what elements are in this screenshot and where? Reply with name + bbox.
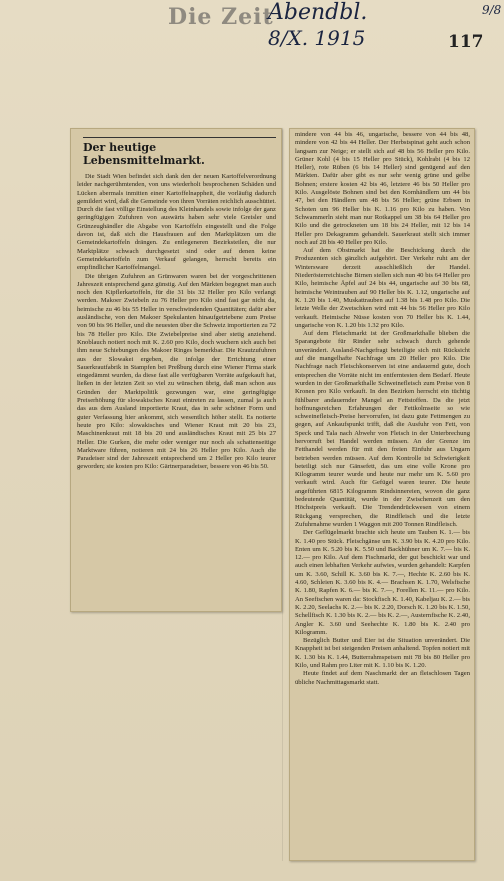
paragraph: Heute findet auf dem Naschmarkt der an fleischlosen Tagen übliche Nachmittagsmarkt statt. [295, 670, 470, 686]
column-gap [282, 128, 283, 861]
paragraph: Die übrigen Zufuhren an Grünwaren waren bei der vorgeschrittenen Jahreszeit entsprechend ganz günstig. Auf den Märkten begegnet man auch noch den Kipflerkartoffeln, für die 31 bis 32 Heller pro Kilo verlangt werden. Makoer Zwiebeln zu 76 Heller pro Kilo sind fast gar nicht da, heimische zu 46 bis 55 Heller in verschwindenden Quantitäten; dafür aber ausländische, von den Makoer Spekulanten hinaufgetriebene zum Preise von 90 bis 96 Heller, und die neuesten über die Schweiz importierten zu 72 bis 78 Heller pro Kilo. Die Zwiebelpreise sind aber stetig anziehend. Knoblauch notiert noch mit K. 2.60 pro Kilo, doch wuchern sich auch bei ihm neue Schiebungen des Makoer Ringes bemerkbar. Die Krautzufuhren aus der Slowakei ergeben, die infolge der Errichtung einer Sauerkrautfabrik in Stampfen bei Preßburg durch eine Wiener Firma stark eingedämmt wurden, da diese fast alle verfügbaren Vorräte aufgekauft hat, ließen in der letzten Zeit so viel zu wünschen übrig, daß man schon aus Gründen der Marktpolitik gezwungen war, eine geringfügige Preiserhöhung für slowakisches Kraut eintreten zu lassen, zumal ja auch das aus dem Ausland importierte Kraut, das in sehr schöner Form und guter Verfassung hier ankommt, sich wesentlich höher stellt. Es notierte heute pro Kilo: slowakisches und Wiener Kraut mit 20 bis 23, Maschinenkraut mit 18 bis 20 und ausländisches Kraut mit 25 bis 27 Heller. Die Gurken, die mehr oder weniger nur noch als schattenseitige Marktware führen, notieren mit 24 bis 26 Heller pro Kilo. Auch die Paradeiser sind der Jahreszeit entsprechend um 2 Heller pro Kilo teurer geworden; sie kosten pro Kilo: Gärtnerparadeiser, bessere von 46 bis 50. [77, 272, 276, 471]
paragraph: Auf dem Fleischmarkt ist der Großmarkthalle blieben die Sparangebote für Rinder sehr schwach durch gehende unverändert. Ausland-Nachgefragt beteiligte sich mit Rücksicht auf die mangelhafte Nachfrage um 20 Heller pro Kilo. Die Nachfrage nach Fleischkonserven ist eine andauernd gute, doch entsprechen die Vorräte nicht im entferntesten dem Bedarf. Heute wurden in der Großmarkthalle Schweinefleisch zum Preise von 8 Kronen pro Kilo verkauft. In den Bezirken herrscht ein tüchtig fühlbarer andauernder Mangel an Fettstoffen. Da die jetzt hoffnungsreichen Erfahrungen der Fettkolmseite so wie schweinefleisch-Preise hervorrufen, ist dazu gute Fettmengen zu gegen, auf Ankaufspunkt trifft, daß die Ausfuhr von Fett, von Speck und Tala nach Abwehr von Fleisch in der Unterbrechung hervorruft bei Handel werden müssen. An der Grenze im Fetthandel werden für mit den freien Einfuhr aus Ungarn betrieben werden müssen. Auf dem Kontrolle ist Schwierigkeit beteiligt sich nur Gänsefett, das um eine volle Krone pro Kilogramm teurer wurde und heute nur mehr um K. 5.60 pro verkauft wird. Auch für Gefügel waren teurer. Die heute angeführten 6815 Kilogramm Rindsinnereien, wovon die ganz bedeutende Quantität, wurde in der Zwischenzeit um den Höchstpreis verkauft. Die Trendendrückwesen von einem Rückgang versprechen, die Rindfleisch und die letzte Zufuhrnahme wurden 1 Waggon mit 200 Tonnen Rindfleisch. [295, 330, 470, 528]
paragraph: Auf dem Obstmarkt hat die Beschickung durch die Produzenten sich gänzlich aufgehört. Der Verkehr ruht am der Wintersware derzeit ausschließlich der Handel. Niederösterreichische Birnen stellen sich nun 40 bis 64 Heller pro Kilo, heimische Äpfel auf 24 bis 44, ungarische auf 30 bis 68, heimische Weintrauben auf 90 Heller bis K. 1.12, ungarische auf K. 1.20 bis 1.40, Muskattrauben auf 1.38 bis 1.48 pro Kilo. Die letzte Welle der Zwetschken wird mit 44 bis 56 Heller pro Kilo verkauft. Heimische Nüsse kosten von 70 Heller bis K. 1.44, ungarische von K. 1.20 bis 1.32 pro Kilo. [295, 247, 470, 329]
article-body-right [295, 131, 470, 687]
paragraph: Bezüglich Butter und Eier ist die Situation unverändert. Die Knappheit ist bei steigenden Preisen anhaltend. Topfen notiert mit K. 1.30 bis K. 1.44, Butterrahmspeisen mit 78 bis 80 Heller pro Kilo, und Rahm pro Liter mit K. 1.10 bis K. 1.20. [295, 637, 470, 669]
paragraph: mindere von 44 bis 46, ungarische, bessere von 44 bis 48, mindere von 42 bis 44 Heller. Der Herbstspinat geht auch schon langsam zur Neige; er stellt sich auf 48 bis 56 Heller pro Kilo. Grüner Kohl (4 bis 15 Heller pro Stück), Kohlrabi (4 bis 12 Heller), rote Rüben (6 bis 14 Heller) sind genügend auf den Märkten. Dafür aber gibt es nur sehr wenig grüne und gelbe Bohnen; erstere kosten 42 bis 46, letztere 46 bis 50 Heller pro Kilo. Ausgelöste Bohnen sind bei den Kornhändlern um 44 bis 47, bei den Händlern um 48 bis 56 Heller; grüne Erbsen in Schoten um 96 Heller bis K. 1.16 pro Kilo zu haben. Von Schwammerln sieht man nur Rotkappel um 38 bis 64 Heller pro Kilo und die getrockneten um 18 bis 24 Heller, mit 12 bis 14 Heller pro Dekagramm gehandelt. Sauerkraut stellt sich immer noch auf 28 bis 40 Heller pro Kilo. [295, 131, 470, 246]
handwritten-annotation-name: Abendbl. [268, 0, 368, 25]
paragraph: Die Stadt Wien befindet sich dank den der neuen Kartoffelverordnung leider nachgerühmtenden, von uns wiederholt besprochenen Schäden und Lücken abermals inmitten einer Kartoffelnappheit, die vorläufig dadurch gemildert wird, daß die Gemeinde von ihren Vorräten reichlich ausschüttet. Durch die fast völlige Einstellung des Kleinhandels sowie infolge der ganz geringfügigen Zufuhren von auswärts haben sehr viele Greisler und Grünzeughändler die Abgabe von Kartoffeln eingestellt und die Folge davon ist, daß sich die Hausfrauen auf den Marktplätzen um die Gemeindekartoffeln drängen. Zu entlegeneren Bezirksteilen, die nur Marktplätze schwach durchgesetzt sind oder auf denen keine Gemeindekartoffeln zum Verkauf gelangen, herrscht bereits ein empfindlicher Kartoffelmangel. [77, 173, 276, 272]
paragraph: Der Geflügelmarkt brachte sich heute um Tauben K. 1.— bis K. 1.40 pro Stück. Fleischgänse um K. 3.90 bis K. 4.20 pro Kilo. Enten um K. 5.20 bis K. 5.50 und Backhühner um K. 7.— bis K. 12.— pro Kilo. Auf dem Fischmarkt, der gut beschickt war und auch einen lebhaften Verkehr aufwies, wurden gehandelt: Karpfen um K. 3.60, Schill K. 3.60 bis K. 7.—, Hechte K. 2.60 bis K. 4.60, Schleien K. 3.60 bis K. 4.— Brachsen K. 1.70, Welsfische K. 1.80, Rapfen K. 6.— bis K. 7.—, Forellen K. 11.— pro Kilo. An Seefischen waren da: Stockfisch K. 1.40, Kabeljau K. 2.— bis K. 2.20, Seelachs K. 2.— bis K. 2.20, Dorsch K. 1.20 bis K. 1.50, Schellfisch K. 1.30 bis K. 2.— bis K. 2.—, Austernfische K. 2.40, Angler K. 3.60 und Seehechte K. 1.80 bis K. 2.40 pro Kilogramm. [295, 529, 470, 636]
article-body-left [77, 173, 276, 472]
page-number: 117 [448, 32, 484, 52]
corner-annotation: 9/8 [482, 3, 502, 17]
clipping-column-right [289, 128, 475, 861]
handwritten-annotation-date: 8/X. 1915 [268, 26, 366, 50]
clipping-column-left [70, 128, 282, 612]
article-headline: Der heutige Lebensmittelmarkt. [83, 137, 276, 167]
masthead: Die Zeit [168, 4, 274, 30]
